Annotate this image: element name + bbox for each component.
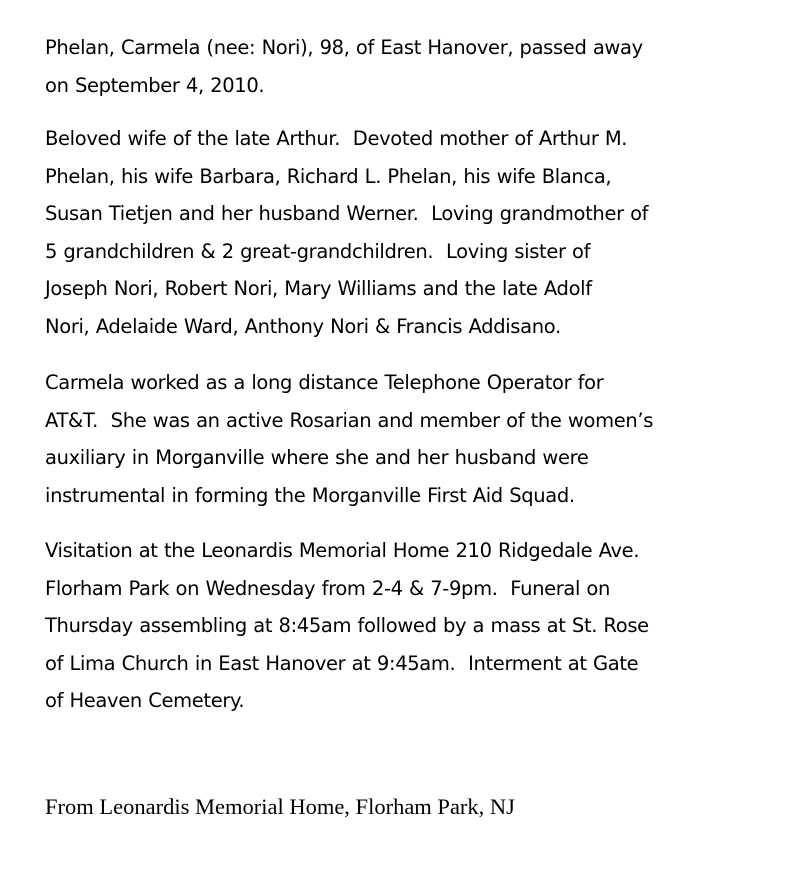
paragraph-line: Joseph Nori, Robert Nori, Mary Williams and the late Adolf	[45, 277, 592, 301]
paragraph-line: 5 grandchildren & 2 great-grandchildren. Loving sister of	[45, 239, 591, 263]
paragraph-line: Phelan, Carmela (nee: Nori), 98, of East Hanover, passed away	[45, 36, 643, 59]
paragraph-line: Carmela worked as a long distance Telephone Operator for	[45, 371, 604, 394]
funeral-home-footer: From Leonardis Memorial Home, Florham Park, NJ	[45, 794, 515, 819]
paragraph-line: Florham Park on Wednesday from 2-4 & 7-9pm. Funeral on	[45, 576, 610, 600]
services-paragraph	[45, 532, 790, 720]
paragraph-line: Beloved wife of the late Arthur. Devoted mother of Arthur M.	[45, 127, 628, 150]
death-announcement-paragraph	[45, 29, 790, 104]
paragraph-line: of Heaven Cemetery.	[45, 689, 245, 713]
paragraph-line: auxiliary in Morganville where she and her husband were	[45, 446, 589, 470]
paragraph-line: Phelan, his wife Barbara, Richard L. Phelan, his wife Blanca,	[45, 164, 612, 188]
career-paragraph	[45, 364, 790, 514]
family-paragraph	[45, 120, 790, 346]
paragraph-line: Nori, Adelaide Ward, Anthony Nori & Francis Addisano.	[45, 314, 561, 338]
paragraph-line: Thursday assembling at 8:45am followed by a mass at St. Rose	[45, 614, 649, 638]
paragraph-line: Visitation at the Leonardis Memorial Home 210 Ridgedale Ave.	[45, 539, 640, 562]
paragraph-line: AT&T. She was an active Rosarian and member of the women’s	[45, 408, 654, 432]
paragraph-line: of Lima Church in East Hanover at 9:45am. Interment at Gate	[45, 651, 639, 675]
paragraph-line: instrumental in forming the Morganville First Aid Squad.	[45, 483, 575, 507]
paragraph-line: on September 4, 2010.	[45, 73, 265, 97]
paragraph-line: Susan Tietjen and her husband Werner. Loving grandmother of	[45, 202, 649, 226]
